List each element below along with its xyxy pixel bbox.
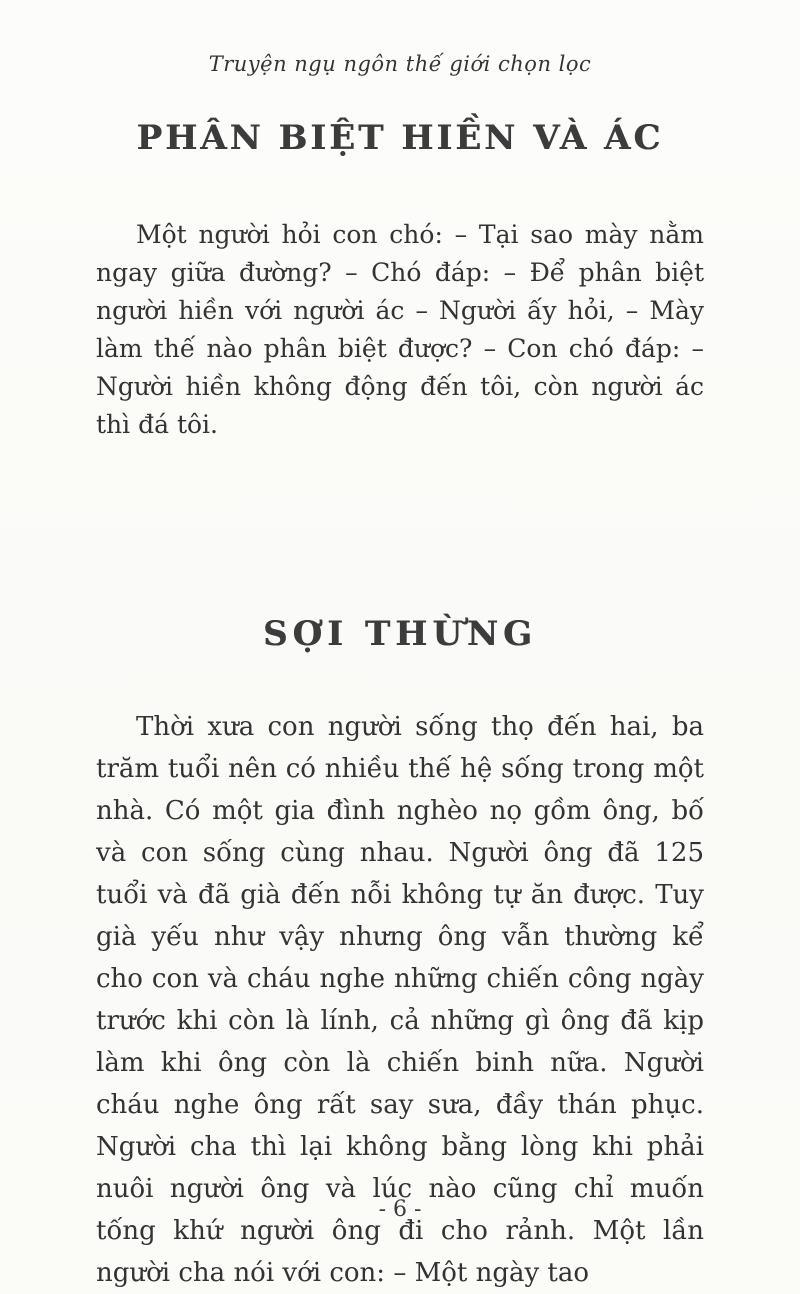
story-title-soi-thung: SỢI THỪNG	[262, 614, 538, 654]
running-header: Truyện ngụ ngôn thế giới chọn lọc	[208, 52, 592, 76]
story-phan-biet-hien-va-ac	[96, 118, 704, 444]
story-paragraph: Một người hỏi con chó: – Tại sao mày nằm ngay giữa đường? – Chó đáp: – Để phân biệt người hiền với người ác – Người ấy hỏi, – Mày làm thế nào phân biệt được? – Con chó đáp: – Người hiền không động đến tôi, còn người ác thì đá tôi.	[96, 220, 704, 439]
story-paragraph: Thời xưa con người sống thọ đến hai, ba trăm tuổi nên có nhiều thế hệ sống trong một nhà. Có một gia đình nghèo nọ gồm ông, bố và con sống cùng nhau. Người ông đã 125 tuổi và đã già đến nỗi không tự ăn được. Tuy già yếu như vậy nhưng ông vẫn thường kể cho con và cháu nghe những chiến công ngày trước khi còn là lính, cả những gì ông đã kịp làm khi ông còn là chiến binh nữa. Người cháu nghe ông rất say sưa, đầy thán phục. Người cha thì lại không bằng lòng khi phải nuôi người ông và lúc nào cũng chỉ muốn tống khứ người ông đi cho rảnh. Một lần người cha nói với con: – Một ngày tao	[96, 712, 704, 1288]
page-number: - 6 -	[378, 1197, 422, 1222]
story-title-phan-biet-hien-va-ac: PHÂN BIỆT HIỀN VÀ ÁC	[136, 118, 664, 158]
story-soi-thung	[96, 614, 704, 1294]
